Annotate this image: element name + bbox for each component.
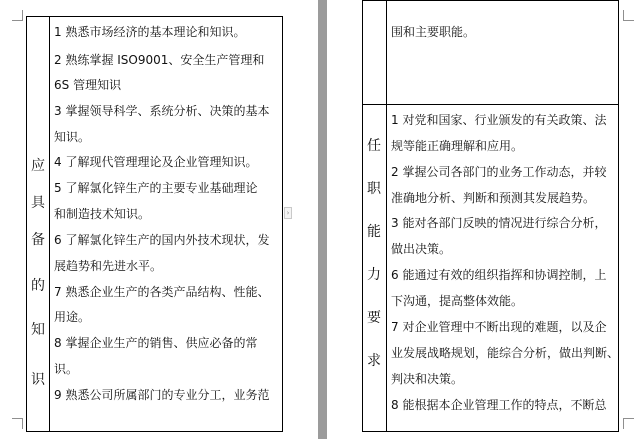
row-label-ability	[363, 105, 385, 431]
page-break-arrow-icon[interactable]: ›	[284, 207, 292, 219]
text-line: 准确地分析、判断和预测其发展趋势。	[391, 191, 596, 205]
text-line: 2 熟练掌握 ISO9001、安全生产管理和	[54, 53, 265, 67]
text-line: 1 熟悉市场经济的基本理论和知识。	[54, 25, 246, 39]
text-line: 3 能对各部门反映的情况进行综合分析，	[391, 216, 607, 230]
text-line: 9 熟悉公司所属部门的专业分工，业务范	[54, 388, 270, 402]
row-label-knowledge	[27, 17, 49, 431]
text-line: 6 了解氯化锌生产的国内外技术现状，发	[54, 233, 270, 247]
label-char: 备	[31, 232, 45, 248]
text-line: 识。	[54, 362, 79, 376]
text-line: 1 对党和国家、行业颁发的有关政策、法	[391, 113, 607, 127]
text-line: 下沟通，提高整体效能。	[391, 294, 524, 308]
label-char: 职	[367, 181, 381, 197]
crop-mark	[623, 10, 634, 21]
label-char: 要	[367, 310, 381, 326]
label-char: 知	[31, 322, 45, 338]
text-line: 4 了解现代管理理论及企业管理知识。	[54, 155, 258, 169]
text-line: 6 能通过有效的组织指挥和协调控制，上	[391, 268, 607, 282]
crop-mark	[623, 418, 634, 429]
text-line: 做出决策。	[391, 242, 452, 256]
left-page	[0, 0, 318, 439]
text-line: 7 熟悉企业生产的各类产品结构、性能、	[54, 285, 270, 299]
label-char: 求	[367, 353, 381, 369]
label-char: 任	[367, 138, 381, 154]
right-page	[327, 0, 640, 439]
label-char: 能	[367, 224, 381, 240]
text-line: 8 掌握企业生产的销售、供应必备的常	[54, 336, 258, 350]
label-char: 具	[31, 195, 45, 211]
text-line: 3 掌握领导科学、系统分析、决策的基本	[54, 104, 270, 118]
text-line: 2 掌握公司各部门的业务工作动态，并较	[391, 165, 607, 179]
text-line: 业发展战略规划，能综合分析，做出判断、	[391, 346, 620, 360]
text-line: 知识。	[54, 130, 91, 144]
text-line: 规等能正确理解和应用。	[391, 139, 524, 153]
text-line: 7 对企业管理中不断出现的难题，以及企	[391, 320, 607, 334]
text-line: 6S 管理知识	[54, 78, 122, 92]
crop-mark	[12, 10, 23, 21]
text-line: 展趋势和先进水平。	[54, 259, 163, 273]
label-char: 力	[367, 267, 381, 283]
text-line: 判决和决策。	[391, 372, 464, 386]
label-char: 的	[31, 278, 45, 294]
label-char: 识	[31, 372, 45, 388]
text-line: 用途。	[54, 310, 91, 324]
text-line: 和制造技术知识。	[54, 207, 151, 221]
text-line: 5 了解氯化锌生产的主要专业基础理论	[54, 181, 258, 195]
text-line: 8 能根据本企业管理工作的特点，不断总	[391, 398, 607, 412]
label-char: 应	[31, 158, 45, 174]
text-line: 围和主要职能。	[391, 25, 476, 39]
crop-mark	[12, 418, 23, 429]
